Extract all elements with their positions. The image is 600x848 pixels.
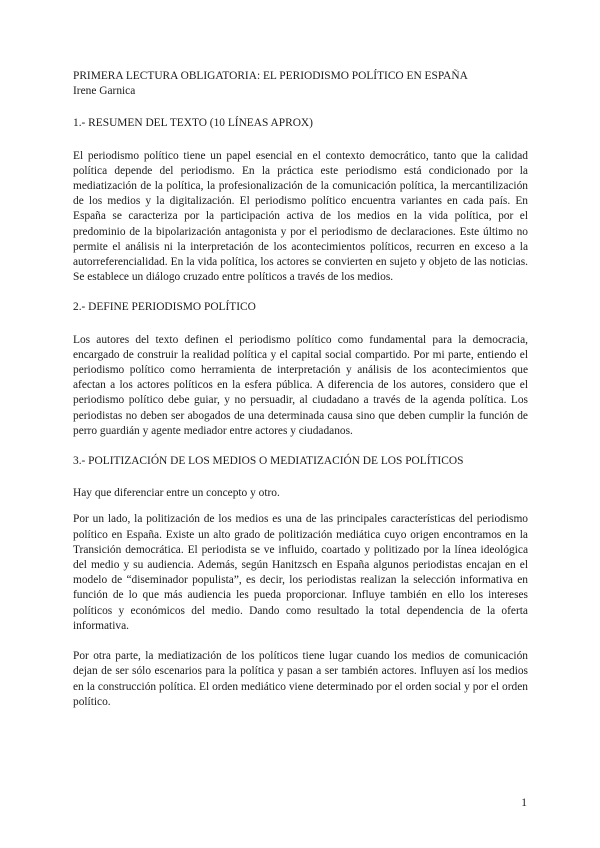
section-paragraph: Por otra parte, la mediatización de los políticos tiene lugar cuando los medios de comunicación dejan de ser sólo escenarios para la política y pasan a ser también actores. Influyen así los medios en la construcción política. El orden mediático viene determinado por el orden social y por el orden político.	[73, 650, 528, 708]
section-heading: 3.- POLITIZACIÓN DE LOS MEDIOS O MEDIATIZACIÓN DE LOS POLÍTICOS	[73, 455, 464, 468]
section-heading: 2.- DEFINE PERIODISMO POLÍTICO	[73, 301, 256, 314]
section-heading: 1.- RESUMEN DEL TEXTO (10 LÍNEAS APROX)	[73, 117, 313, 130]
section-summary	[73, 116, 528, 285]
document-title: PRIMERA LECTURA OBLIGATORIA: EL PERIODISMO POLÍTICO EN ESPAÑA	[73, 70, 468, 82]
section-paragraph: El periodismo político tiene un papel esencial en el contexto democrático, tanto que la calidad política depende del periodismo. En la práctica este periodismo está condicionado por la mediatización de la política, la profesionalización de la comunicación política, la mercantilización de los medios y la digitalización. El periodismo político encuentra variantes en cada país. En España se caracteriza por la participación activa de los medios en la vida política, por el predominio de la bipolarización antagonista y por el periodismo de declaraciones. Este último no permite el análisis ni la interpretación de los acontecimientos políticos, recurren en exceso a la autorreferencialidad. En la vida política, los actores se convierten en sujeto y objeto de las noticias. Se establece un diálogo cruzado entre políticos a través de los medios.	[73, 149, 528, 284]
document-author: Irene Garnica	[73, 85, 136, 98]
page-number: 1	[521, 797, 527, 809]
section-definition	[73, 300, 528, 439]
section-paragraph: Por un lado, la politización de los medios es una de las principales características del periodismo político en España. Existe un alto grado de politización mediática cuyo origen encontramos en la Transición democrática. El periodista se ve influido, coartado y politizado por la línea ideológica del medio y su audiencia. Además, según Hanitzsch en España algunos periodistas encajan en el modelo de “diseminador populista”, es decir, los periodistas realizan la selección informativa en función de lo que más audiencia les pueda proporcionar. Influye también en ello los intereses políticos y económicos del medio. Dando como resultado la total dependencia de la oferta informativa.	[73, 513, 528, 632]
document-page	[73, 69, 528, 725]
section-paragraph: Los autores del texto definen el periodismo político como fundamental para la democracia, encargado de construir la realidad política y el capital social compartido. Por mi parte, entiendo el periodismo político como herramienta de interpretación y análisis de los acontecimientos que afectan a los actores políticos en la esfera pública. A diferencia de los autores, considero que el periodismo político debe guiar, y no persuadir, al ciudadano a través de la agenda política. Los periodistas no deben ser abogados de una determinada causa sino que deben cumplir la función de perro guardián y agente mediador entre actores y ciudadanos.	[73, 333, 528, 437]
section-paragraph: Hay que diferenciar entre un concepto y otro.	[73, 487, 280, 500]
section-politicization	[73, 454, 528, 710]
